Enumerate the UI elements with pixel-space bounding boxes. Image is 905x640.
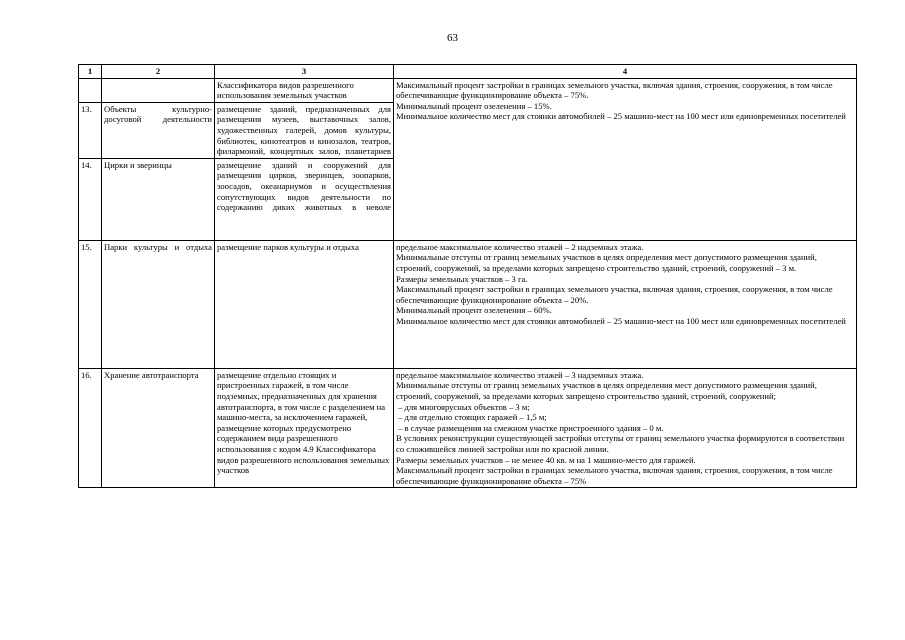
param-line: Размеры земельных участков – 3 га. [396, 273, 528, 284]
row-parameters [394, 240, 857, 368]
zoning-table [78, 64, 857, 488]
param-line: Минимальные отступы от границ земельных участков в целях определения мест допустимого размещения зданий, строений, сооружений, за пределами которых запрещено строительство зданий, строений, сооружений; [396, 380, 817, 401]
param-line: В условиях реконструкции существующей застройки отступы от границ земельного участка формируются в соответствии со сложившейся линией застройки или по красной линии. [396, 433, 845, 454]
param-line: Минимальное количество мест для стоянки автомобилей – 25 машино-мест на 100 мест или единовременных посетителей [396, 111, 846, 122]
row-name: Объекты культурно-досуговой деятельности [102, 102, 215, 158]
table-row [79, 240, 857, 368]
row-description: размещение зданий и сооружений для размещения цирков, зверинцев, зоопарков, зоосадов, океанариумов и осуществления сопутствующих видов деятельности по содержанию диких животных в неволе [215, 158, 394, 240]
row-description: размещение отдельно стоящих и пристроенных гаражей, в том числе подземных, предназначенных для хранения автотранспорта, в том числе с разделением на машино-места, за исключением гаражей, размещение которых предусмотрено содержанием вида разрешенного использования с кодом 4.9 Классификатора видов разрешенного использования земельных участков [215, 368, 394, 488]
row-name [102, 78, 215, 102]
param-line: предельное максимальное количество этажей – 2 надземных этажа. [396, 241, 644, 252]
row-number: 14. [79, 158, 102, 240]
header-col-2: 2 [102, 65, 215, 79]
row-name: Парки культуры и отдыха [102, 240, 215, 368]
row-number: 13. [79, 102, 102, 158]
row-number [79, 78, 102, 102]
param-line: предельное максимальное количество этажей – 3 надземных этажа. [396, 369, 644, 380]
dash-list-item: – в случае размещения на смежном участке пристроенного здания – 0 м. [398, 422, 664, 433]
row-description: Классификатора видов разрешенного использования земельных участков [215, 78, 394, 102]
param-line: Размеры земельных участков – не менее 40 кв. м на 1 машино-место для гаражей. [396, 454, 696, 465]
row-description: размещение парков культуры и отдыха [215, 240, 394, 368]
row-description: размещение зданий, предназначенных для размещения музеев, выставочных залов, художественных галерей, домов культуры, библиотек, кинотеатров и кинозалов, театров, филармоний, концертных залов, планетариев [215, 102, 394, 158]
row-name: Цирки и зверинцы [102, 158, 215, 240]
row-parameters [394, 78, 857, 240]
table-row [79, 78, 857, 102]
table-header-row [79, 65, 857, 79]
header-col-4: 4 [394, 65, 857, 79]
row-name: Хранение автотранспорта [102, 368, 215, 488]
header-col-1: 1 [79, 65, 102, 79]
param-line: Максимальный процент застройки в границах земельного участка, включая здания, строения, сооружения, в том числе обеспечивающие функционирование объекта – 20%. [396, 284, 833, 305]
dash-list-item: – для отдельно стоящих гаражей – 1,5 м; [398, 412, 547, 423]
param-line: Минимальные отступы от границ земельных участков в целях определения мест допустимого размещения зданий, строений, сооружений, за пределами которых запрещено строительство зданий, строений, сооружений – 3 м. [396, 252, 817, 273]
table-row [79, 368, 857, 488]
param-line: Максимальный процент застройки в границах земельного участка, включая здания, строения, сооружения, в том числе обеспечивающие функционирование объекта – 75%. [396, 79, 833, 101]
param-line: Минимальный процент озеленения – 60%. [396, 305, 552, 316]
row-number: 16. [79, 368, 102, 488]
page-number: 63 [447, 32, 458, 44]
param-line: Минимальный процент озеленения – 15%. [396, 100, 552, 111]
param-line: Максимальный процент застройки в границах земельного участка, включая здания, строения, сооружения, в том числе обеспечивающие функционирование объекта – 75% [396, 465, 833, 486]
row-number: 15. [79, 240, 102, 368]
param-line: Минимальное количество мест для стоянки автомобилей – 25 машино-мест на 100 мест или единовременных посетителей [396, 315, 846, 326]
header-col-3: 3 [215, 65, 394, 79]
dash-list-item: – для многоярусных объектов – 3 м; [398, 401, 530, 412]
row-parameters [394, 368, 857, 488]
